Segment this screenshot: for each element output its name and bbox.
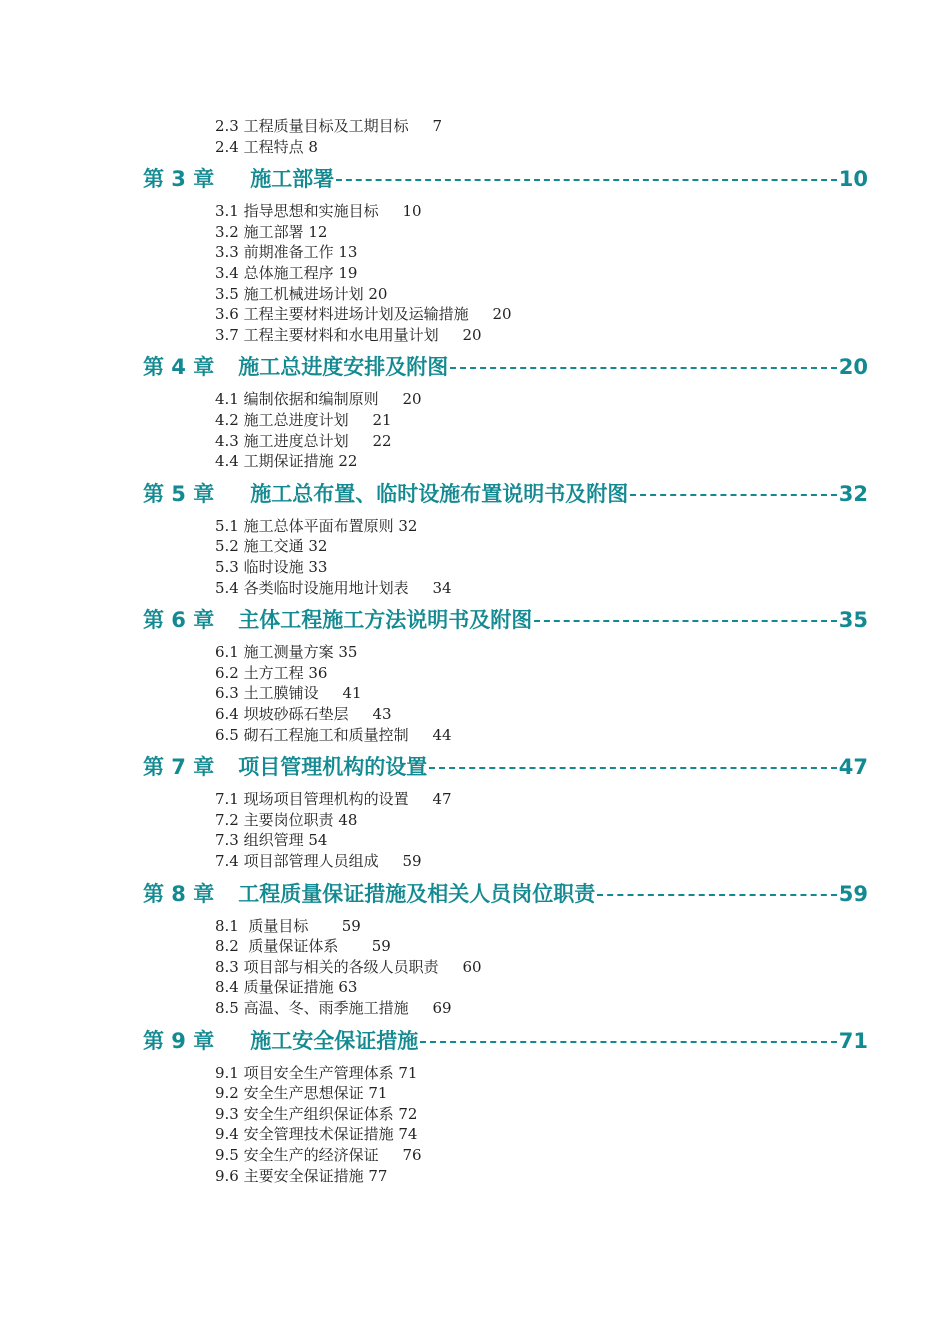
toc-sub-entry[interactable]: 6.3 土工膜铺设 41 <box>215 684 362 702</box>
toc-chapter-entry[interactable] <box>143 1026 868 1056</box>
chapter-number: 第 9 章 <box>143 1029 215 1053</box>
toc-chapter-entry[interactable] <box>143 352 868 382</box>
toc-sub-entry[interactable]: 6.2 土方工程 36 <box>215 664 328 682</box>
toc-sub-entry[interactable]: 6.4 坝坡砂砾石垫层 43 <box>215 705 392 723</box>
toc-sub-entry[interactable]: 4.4 工期保证措施 22 <box>215 452 358 470</box>
chapter-title: 施工安全保证措施 <box>250 1029 419 1053</box>
toc-sub-entry[interactable]: 7.2 主要岗位职责 48 <box>215 811 358 829</box>
dotted-leader <box>336 179 837 181</box>
toc-sub-entry[interactable]: 9.5 安全生产的经济保证 76 <box>215 1146 422 1164</box>
dotted-leader <box>450 367 837 369</box>
toc-chapter-entry[interactable] <box>143 605 868 635</box>
toc-sub-entry[interactable]: 8.1 质量目标 59 <box>215 917 361 935</box>
dotted-leader <box>420 1041 837 1043</box>
toc-chapter-entry[interactable] <box>143 879 868 909</box>
toc-sub-entry[interactable]: 5.1 施工总体平面布置原则 32 <box>215 517 418 535</box>
toc-sub-entry[interactable]: 9.6 主要安全保证措施 77 <box>215 1167 388 1185</box>
chapter-number: 第 6 章 <box>143 608 215 632</box>
toc-sub-entry[interactable]: 6.1 施工测量方案 35 <box>215 643 358 661</box>
chapter-title: 主体工程施工方法说明书及附图 <box>238 608 533 632</box>
dotted-leader <box>630 494 837 496</box>
chapter-title: 施工部署 <box>250 167 335 191</box>
toc-sub-entry[interactable]: 8.3 项目部与相关的各级人员职责 60 <box>215 958 482 976</box>
toc-sub-entry[interactable]: 3.2 施工部署 12 <box>215 223 328 241</box>
chapter-number: 第 3 章 <box>143 167 215 191</box>
toc-sub-entry[interactable]: 4.2 施工总进度计划 21 <box>215 411 392 429</box>
toc-chapter-entry[interactable] <box>143 479 868 509</box>
chapter-page-number: 32 <box>838 482 868 506</box>
toc-sub-entry[interactable]: 2.4 工程特点 8 <box>215 138 318 156</box>
chapter-page-number: 20 <box>838 355 868 379</box>
chapter-page-number: 47 <box>838 755 868 779</box>
toc-sub-entry[interactable]: 2.3 工程质量目标及工期目标 7 <box>215 117 443 135</box>
chapter-title: 项目管理机构的设置 <box>238 755 428 779</box>
toc-sub-entry[interactable]: 3.6 工程主要材料进场计划及运输措施 20 <box>215 305 512 323</box>
chapter-title: 施工总布置、临时设施布置说明书及附图 <box>250 482 629 506</box>
toc-sub-entry[interactable]: 7.3 组织管理 54 <box>215 831 328 849</box>
toc-sub-entry[interactable]: 3.3 前期准备工作 13 <box>215 243 358 261</box>
toc-sub-entry[interactable]: 5.2 施工交通 32 <box>215 537 328 555</box>
chapter-number: 第 5 章 <box>143 482 215 506</box>
chapter-page-number: 59 <box>838 882 868 906</box>
toc-sub-entry[interactable]: 9.1 项目安全生产管理体系 71 <box>215 1064 418 1082</box>
toc-sub-entry[interactable]: 7.4 项目部管理人员组成 59 <box>215 852 422 870</box>
toc-sub-entry[interactable]: 3.1 指导思想和实施目标 10 <box>215 202 422 220</box>
toc-sub-entry[interactable]: 9.4 安全管理技术保证措施 74 <box>215 1125 418 1143</box>
chapter-number: 第 4 章 <box>143 355 215 379</box>
toc-sub-entry[interactable]: 6.5 砌石工程施工和质量控制 44 <box>215 726 452 744</box>
toc-sub-entry[interactable]: 8.5 高温、冬、雨季施工措施 69 <box>215 999 452 1017</box>
chapter-page-number: 71 <box>838 1029 868 1053</box>
toc-sub-entry[interactable]: 5.4 各类临时设施用地计划表 34 <box>215 579 452 597</box>
chapter-title: 施工总进度安排及附图 <box>238 355 449 379</box>
dotted-leader <box>534 620 837 622</box>
toc-sub-entry[interactable]: 3.7 工程主要材料和水电用量计划 20 <box>215 326 482 344</box>
dotted-leader <box>597 894 837 896</box>
toc-sub-entry[interactable]: 7.1 现场项目管理机构的设置 47 <box>215 790 452 808</box>
toc-sub-entry[interactable]: 3.4 总体施工程序 19 <box>215 264 358 282</box>
toc-sub-entry[interactable]: 9.3 安全生产组织保证体系 72 <box>215 1105 418 1123</box>
chapter-page-number: 10 <box>838 167 868 191</box>
chapter-title: 工程质量保证措施及相关人员岗位职责 <box>238 882 596 906</box>
toc-sub-entry[interactable]: 8.2 质量保证体系 59 <box>215 937 391 955</box>
toc-sub-entry[interactable]: 4.3 施工进度总计划 22 <box>215 432 392 450</box>
toc-sub-entry[interactable]: 5.3 临时设施 33 <box>215 558 328 576</box>
chapter-number: 第 8 章 <box>143 882 215 906</box>
chapter-page-number: 35 <box>838 608 868 632</box>
toc-chapter-entry[interactable] <box>143 164 868 194</box>
toc-chapter-entry[interactable] <box>143 752 868 782</box>
toc-sub-entry[interactable]: 9.2 安全生产思想保证 71 <box>215 1084 388 1102</box>
chapter-number: 第 7 章 <box>143 755 215 779</box>
dotted-leader <box>429 767 837 769</box>
toc-sub-entry[interactable]: 8.4 质量保证措施 63 <box>215 978 358 996</box>
toc-sub-entry[interactable]: 3.5 施工机械进场计划 20 <box>215 285 388 303</box>
toc-sub-entry[interactable]: 4.1 编制依据和编制原则 20 <box>215 390 422 408</box>
